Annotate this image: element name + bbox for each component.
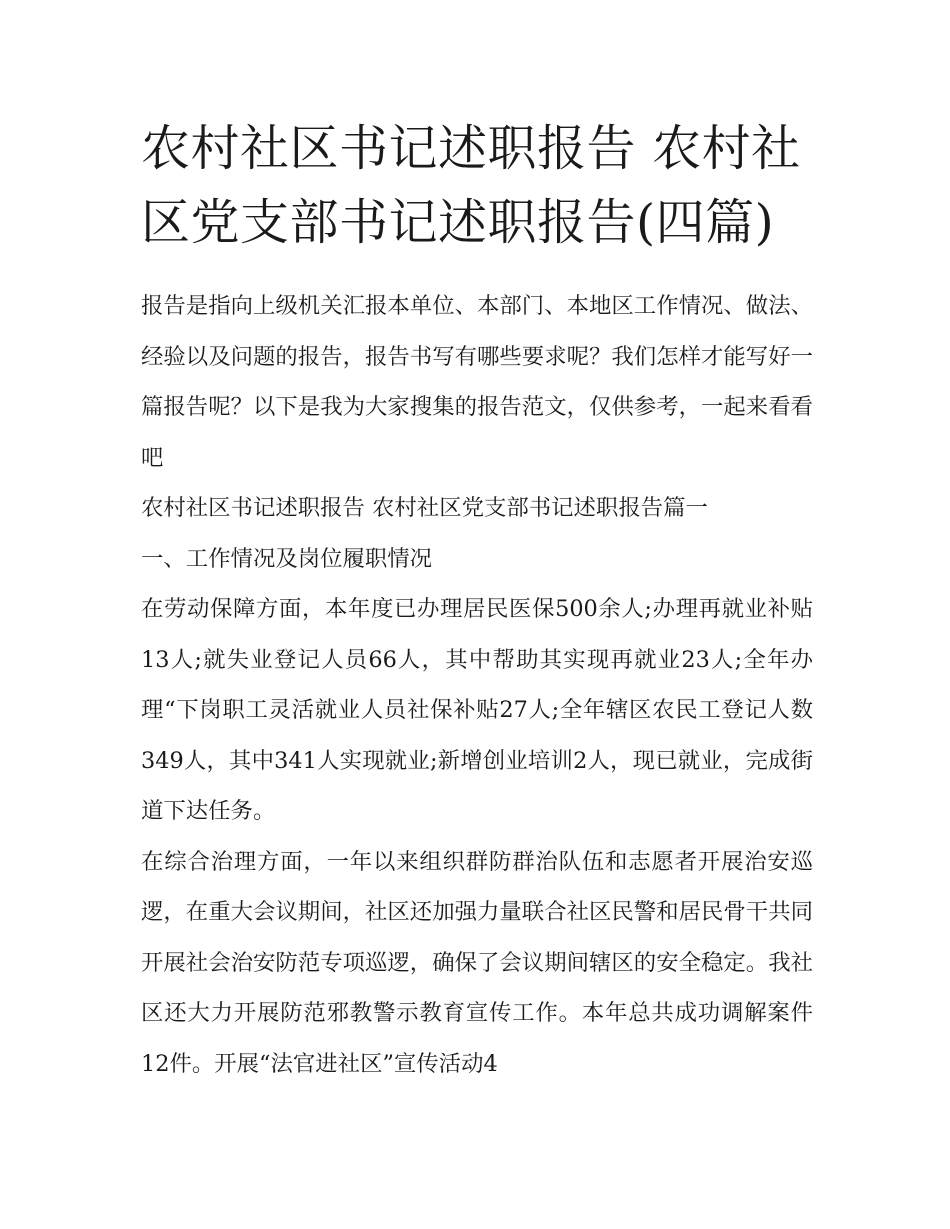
subsection-heading: 一、工作情况及岗位履职情况 xyxy=(141,545,433,572)
document-title: 农村社区书记述职报告 农村社区党支部书记述职报告(四篇) xyxy=(141,120,801,251)
labor-security-paragraph: 在劳动保障方面，本年度已办理居民医保500余人;办理再就业补贴13人;就失业登记人员66人，其中帮助其实现再就业23人;全年办理“下岗职工灵活就业人员社保补贴27人;全年辖区农民工登记人数349人，其中341人实现就业;新增创业培训2人，现已就业，完成街道下达任务。 xyxy=(141,596,813,824)
document-page xyxy=(141,112,813,1089)
public-security-paragraph: 在综合治理方面，一年以来组织群防群治队伍和志愿者开展治安巡逻，在重大会议期间，社区还加强力量联合社区民警和居民骨干共同开展社会治安防范专项巡逻，确保了会议期间辖区的安全稳定。我社区还大力开展防范邪教警示教育宣传工作。本年总共成功调解案件12件。开展“法官进社区”宣传活动4 xyxy=(141,848,813,1077)
document-body xyxy=(141,281,813,1089)
section-heading: 农村社区书记述职报告 农村社区党支部书记述职报告篇一 xyxy=(141,495,708,521)
intro-paragraph: 报告是指向上级机关汇报本单位、本部门、本地区工作情况、做法、经验以及问题的报告，报告书写有哪些要求呢？我们怎样才能写好一篇报告呢？以下是我为大家搜集的报告范文，仅供参考，一起来看看吧 xyxy=(141,293,813,471)
